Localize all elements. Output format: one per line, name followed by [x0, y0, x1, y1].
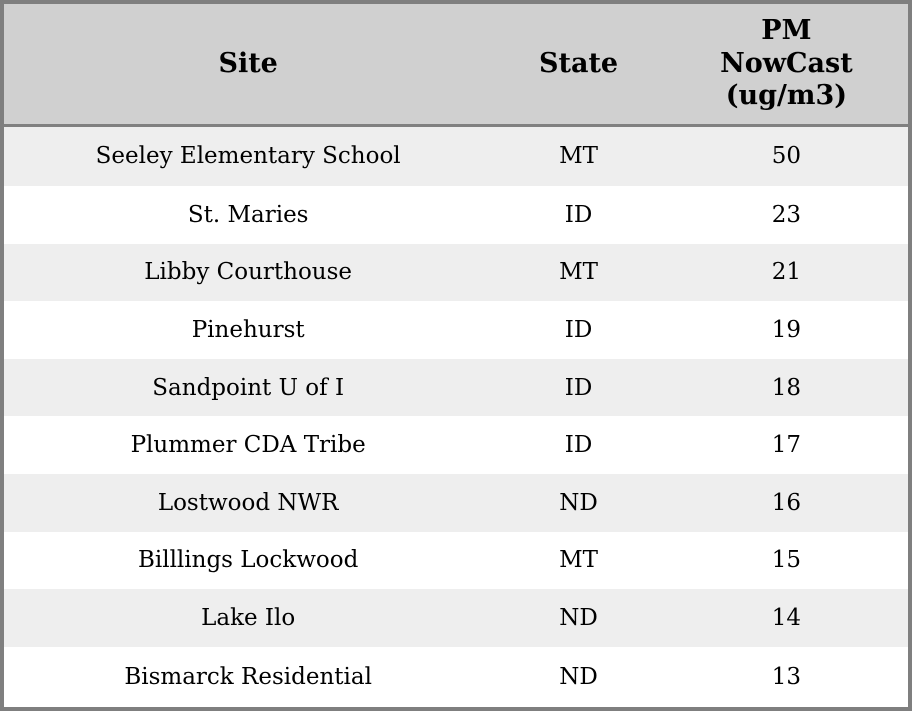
- site-cell: Lostwood NWR: [157, 489, 339, 516]
- table-body: [2, 125, 910, 709]
- table-row: [2, 589, 910, 647]
- state-cell: ID: [564, 201, 593, 228]
- state-cell: ND: [559, 663, 598, 690]
- site-cell: Billlings Lockwood: [137, 547, 359, 574]
- table-row: [2, 474, 910, 532]
- state-cell: MT: [559, 259, 599, 286]
- state-cell: ND: [559, 489, 598, 516]
- table-row: [2, 359, 910, 417]
- state-cell: MT: [559, 547, 599, 574]
- col-header-site: [2, 2, 492, 125]
- col-header-state: [492, 2, 665, 125]
- table-row: [2, 186, 910, 244]
- pm-value-cell: 19: [771, 316, 802, 343]
- pm-value-cell: 14: [771, 605, 802, 631]
- site-cell: Sandpoint U of I: [152, 374, 345, 401]
- table-row: [2, 416, 910, 474]
- pm-value-cell: 13: [771, 663, 802, 690]
- state-cell: ID: [564, 374, 593, 401]
- table-row: [2, 244, 910, 302]
- site-cell: Plummer CDA Tribe: [130, 432, 366, 459]
- table-row: [2, 532, 910, 590]
- site-cell: Libby Courthouse: [144, 259, 353, 286]
- table-row: [2, 647, 910, 709]
- site-cell: Seeley Elementary School: [95, 143, 401, 170]
- table-header: [2, 2, 910, 125]
- col-header-pm-nowcast: [665, 2, 910, 125]
- table-row: [2, 125, 910, 186]
- pm-value-cell: 16: [771, 489, 802, 516]
- state-cell: ID: [564, 316, 593, 343]
- col-header-state-label: State: [539, 47, 619, 79]
- state-cell: MT: [559, 143, 599, 170]
- site-cell: Lake Ilo: [201, 605, 296, 631]
- pm-value-cell: 21: [771, 259, 802, 286]
- site-cell: Pinehurst: [191, 316, 305, 343]
- pm-value-cell: 17: [771, 432, 802, 459]
- pm-value-cell: 15: [771, 547, 802, 574]
- state-cell: ND: [559, 605, 598, 631]
- col-header-pm-nowcast-label: PM NowCast (ug/m3): [720, 15, 853, 111]
- pm-value-cell: 18: [771, 374, 802, 401]
- col-header-site-label: Site: [218, 47, 278, 79]
- pm-value-cell: 50: [771, 143, 802, 170]
- header-row: [2, 2, 910, 125]
- table-row: [2, 301, 910, 359]
- state-cell: ID: [564, 432, 593, 459]
- site-cell: St. Maries: [187, 201, 309, 228]
- site-cell: Bismarck Residential: [124, 663, 372, 690]
- pm-value-cell: 23: [771, 201, 802, 228]
